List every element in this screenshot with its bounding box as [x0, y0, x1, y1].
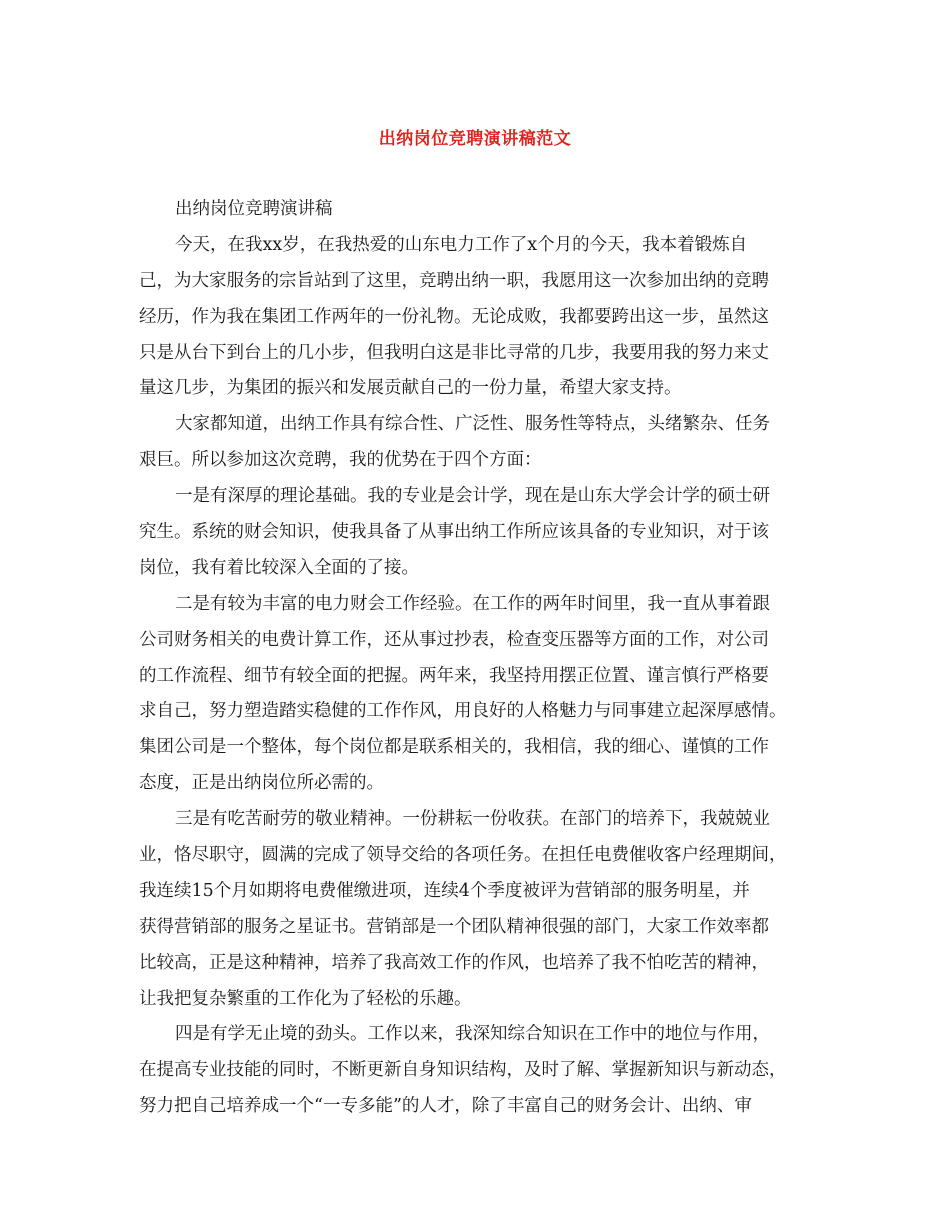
paragraph-line: 大家都知道，出纳工作具有综合性、广泛性、服务性等特点，头绪繁杂、任务 — [175, 414, 770, 435]
paragraph-line: 岗位，我有着比较深入全面的了接。 — [139, 557, 419, 578]
paragraph-line: 公司财务相关的电费计算工作，还从事过抄表，检查变压器等方面的工作，对公司 — [139, 629, 769, 650]
paragraph-line: 一是有深厚的理论基础。我的专业是会计学，现在是山东大学会计学的硕士研 — [175, 486, 770, 507]
paragraph-line: 四是有学无止境的劲头。工作以来，我深知综合知识在工作中的地位与作用， — [175, 1024, 770, 1045]
paragraph-line: 态度，正是出纳岗位所必需的。 — [139, 773, 384, 794]
document-body — [139, 192, 829, 1125]
paragraph-line: 经历，作为我在集团工作两年的一份礼物。无论成败，我都要跨出这一步，虽然这 — [139, 306, 769, 327]
paragraph-line: 比较高，正是这种精神，培养了我高效工作的作风，也培养了我不怕吃苦的精神， — [139, 952, 769, 973]
paragraph-line: 在提高专业技能的同时，不断更新自身知识结构，及时了解、掌握新知识与新动态， — [139, 1060, 787, 1081]
paragraph-line: 今天，在我xx岁，在我热爱的山东电力工作了x个月的今天，我本着锻炼自 — [175, 234, 748, 255]
paragraph-line: 究生。系统的财会知识，使我具备了从事出纳工作所应该具备的专业知识，对于该 — [139, 522, 769, 543]
paragraph-line: 的工作流程、细节有较全面的把握。两年来，我坚持用摆正位置、谨言慎行严格要 — [139, 665, 769, 686]
paragraph-line: 出纳岗位竞聘演讲稿 — [175, 199, 333, 219]
paragraph-line: 让我把复杂繁重的工作化为了轻松的乐趣。 — [139, 988, 472, 1009]
paragraph-line: 求自己，努力塑造踏实稳健的工作作风，用良好的人格魅力与同事建立起深厚感情。 — [139, 701, 787, 722]
paragraph-line: 二是有较为丰富的电力财会工作经验。在工作的两年时间里，我一直从事着跟 — [175, 593, 770, 614]
paragraph-line: 己，为大家服务的宗旨站到了这里，竞聘出纳一职，我愿用这一次参加出纳的竞聘 — [139, 270, 769, 291]
paragraph-line: 艰巨。所以参加这次竞聘，我的优势在于四个方面： — [139, 450, 542, 471]
paragraph-line: 量这几步，为集团的振兴和发展贡献自己的一份力量，希望大家支持。 — [139, 378, 682, 399]
document-title: 出纳岗位竞聘演讲稿范文 — [378, 129, 572, 149]
paragraph-line: 努力把自己培养成一个“一专多能”的人才，除了丰富自己的财务会计、出纳、审 — [139, 1096, 752, 1117]
paragraph-line: 三是有吃苦耐劳的敬业精神。一份耕耘一份收获。在部门的培养下，我兢兢业 — [175, 809, 770, 830]
paragraph-line: 我连续15个月如期将电费催缴进项，连续4个季度被评为营销部的服务明星，并 — [139, 880, 750, 901]
paragraph-line: 只是从台下到台上的几小步，但我明白这是非比寻常的几步，我要用我的努力来丈 — [139, 342, 769, 363]
paragraph-line: 集团公司是一个整体，每个岗位都是联系相关的，我相信，我的细心、谨慎的工作 — [139, 737, 769, 758]
paragraph-line: 获得营销部的服务之星证书。营销部是一个团队精神很强的部门，大家工作效率都 — [139, 916, 769, 937]
paragraph-line: 业，恪尽职守，圆满的完成了领导交给的各项任务。在担任电费催收客户经理期间， — [139, 845, 787, 866]
